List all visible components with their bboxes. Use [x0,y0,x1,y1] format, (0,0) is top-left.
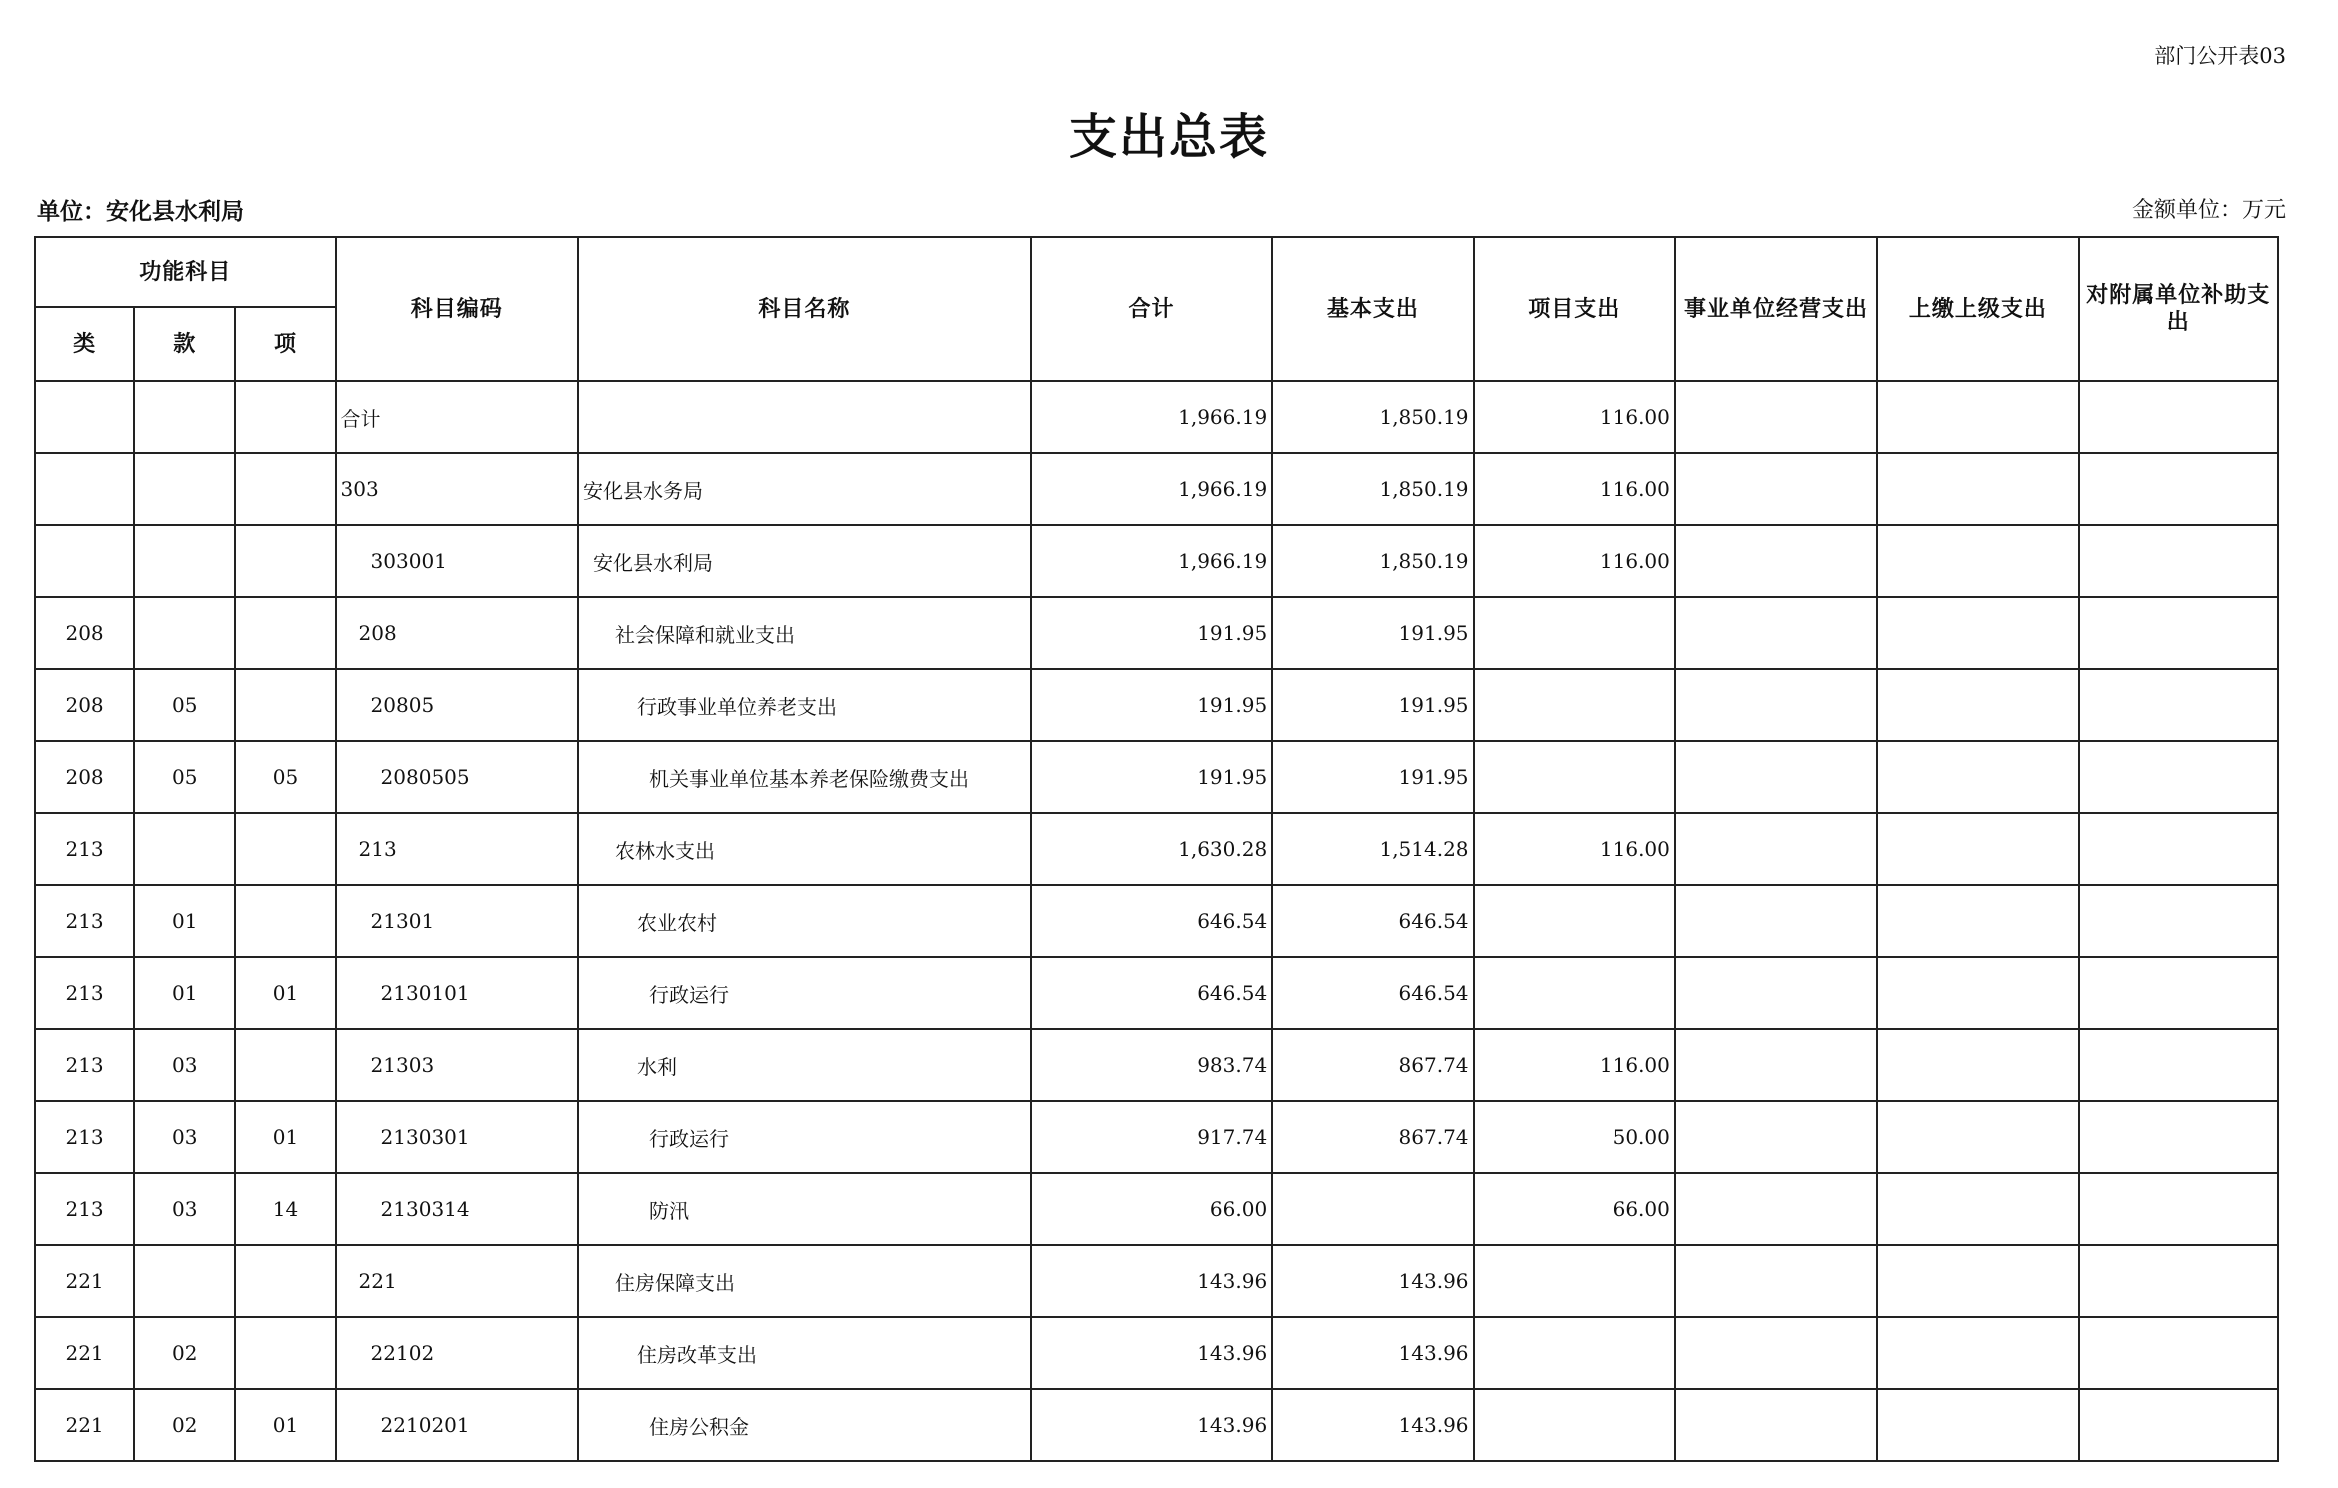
table-row [35,1317,2278,1389]
cell-upper [1877,453,2078,525]
table-row [35,597,2278,669]
table-header [35,237,2278,381]
cell-upper [1877,669,2078,741]
cell-xiang [235,1245,335,1317]
cell-kuan: 02 [134,1389,235,1461]
cell-subsidy [2079,669,2278,741]
table-row [35,1245,2278,1317]
cell-kuan [134,453,235,525]
table-row [35,669,2278,741]
cell-name: 农业农村 [578,885,1031,957]
header-name: 科目名称 [578,237,1031,381]
cell-code: 2210201 [336,1389,578,1461]
cell-xiang [235,1029,335,1101]
cell-business [1675,885,1877,957]
cell-kuan: 03 [134,1101,235,1173]
header-business: 事业单位经营支出 [1675,237,1877,381]
cell-project: 116.00 [1474,1029,1675,1101]
cell-code: 303 [336,453,578,525]
cell-upper [1877,381,2078,453]
cell-total: 191.95 [1031,597,1272,669]
cell-xiang [235,885,335,957]
cell-xiang: 01 [235,957,335,1029]
table-row [35,453,2278,525]
cell-basic: 1,850.19 [1272,381,1473,453]
cell-total: 917.74 [1031,1101,1272,1173]
expenditure-table [34,236,2279,1462]
cell-project: 116.00 [1474,381,1675,453]
cell-kuan: 05 [134,669,235,741]
cell-business [1675,381,1877,453]
unit-label: 单位：安化县水利局 [37,199,244,225]
cell-basic [1272,1173,1473,1245]
cell-upper [1877,957,2078,1029]
cell-project [1474,669,1675,741]
cell-business [1675,1029,1877,1101]
cell-subsidy [2079,813,2278,885]
table-row [35,1173,2278,1245]
table-row [35,381,2278,453]
cell-kuan [134,1245,235,1317]
cell-project [1474,1245,1675,1317]
cell-name: 防汛 [578,1173,1031,1245]
cell-basic: 646.54 [1272,885,1473,957]
cell-business [1675,1245,1877,1317]
cell-code: 2130301 [336,1101,578,1173]
cell-upper [1877,597,2078,669]
cell-xiang: 01 [235,1389,335,1461]
cell-name: 住房公积金 [578,1389,1031,1461]
cell-project: 66.00 [1474,1173,1675,1245]
cell-upper [1877,1317,2078,1389]
cell-total: 1,966.19 [1031,453,1272,525]
cell-lei [35,453,134,525]
cell-project: 50.00 [1474,1101,1675,1173]
cell-basic: 867.74 [1272,1101,1473,1173]
cell-xiang [235,1317,335,1389]
cell-subsidy [2079,597,2278,669]
header-code: 科目编码 [336,237,578,381]
cell-code: 2130314 [336,1173,578,1245]
cell-business [1675,741,1877,813]
cell-business [1675,453,1877,525]
table-row [35,813,2278,885]
table-body [35,381,2278,1461]
cell-basic: 1,850.19 [1272,453,1473,525]
cell-total: 191.95 [1031,669,1272,741]
table-row [35,885,2278,957]
cell-name: 行政事业单位养老支出 [578,669,1031,741]
header-lei: 类 [35,307,134,381]
cell-subsidy [2079,1245,2278,1317]
cell-project [1474,957,1675,1029]
cell-name: 社会保障和就业支出 [578,597,1031,669]
cell-kuan: 05 [134,741,235,813]
cell-project: 116.00 [1474,813,1675,885]
cell-total: 143.96 [1031,1245,1272,1317]
header-total: 合计 [1031,237,1272,381]
cell-total: 983.74 [1031,1029,1272,1101]
cell-business [1675,525,1877,597]
cell-upper [1877,1173,2078,1245]
cell-code: 合计 [336,381,578,453]
cell-subsidy [2079,525,2278,597]
cell-xiang [235,453,335,525]
cell-project [1474,1389,1675,1461]
cell-total: 143.96 [1031,1389,1272,1461]
cell-subsidy [2079,453,2278,525]
cell-xiang [235,381,335,453]
cell-upper [1877,1389,2078,1461]
cell-business [1675,1317,1877,1389]
cell-total: 646.54 [1031,957,1272,1029]
table-row [35,1101,2278,1173]
cell-name: 农林水支出 [578,813,1031,885]
cell-lei: 213 [35,1101,134,1173]
cell-name: 住房保障支出 [578,1245,1031,1317]
cell-kuan [134,813,235,885]
table-row [35,957,2278,1029]
cell-code: 21303 [336,1029,578,1101]
cell-subsidy [2079,1173,2278,1245]
cell-name: 机关事业单位基本养老保险缴费支出 [578,741,1031,813]
cell-upper [1877,1245,2078,1317]
cell-lei: 213 [35,1173,134,1245]
header-subsidy: 对附属单位补助支出 [2079,237,2278,381]
table-row [35,1389,2278,1461]
cell-code: 2080505 [336,741,578,813]
cell-basic: 1,850.19 [1272,525,1473,597]
cell-total: 1,966.19 [1031,381,1272,453]
cell-kuan [134,525,235,597]
cell-upper [1877,741,2078,813]
cell-upper [1877,1029,2078,1101]
cell-subsidy [2079,957,2278,1029]
cell-business [1675,1173,1877,1245]
cell-kuan [134,597,235,669]
cell-upper [1877,813,2078,885]
cell-basic: 143.96 [1272,1245,1473,1317]
cell-xiang: 14 [235,1173,335,1245]
cell-name: 行政运行 [578,957,1031,1029]
cell-lei: 221 [35,1317,134,1389]
cell-basic: 191.95 [1272,669,1473,741]
cell-subsidy [2079,1101,2278,1173]
cell-kuan: 02 [134,1317,235,1389]
cell-lei: 221 [35,1245,134,1317]
cell-business [1675,813,1877,885]
cell-total: 143.96 [1031,1317,1272,1389]
cell-basic: 191.95 [1272,741,1473,813]
cell-project [1474,1317,1675,1389]
cell-code: 2130101 [336,957,578,1029]
cell-kuan: 03 [134,1029,235,1101]
header-kuan: 款 [134,307,235,381]
cell-subsidy [2079,1029,2278,1101]
cell-code: 22102 [336,1317,578,1389]
cell-lei: 208 [35,597,134,669]
amount-unit-label: 金额单位：万元 [2131,198,2286,223]
cell-business [1675,669,1877,741]
cell-name [578,381,1031,453]
cell-basic: 143.96 [1272,1389,1473,1461]
cell-lei: 213 [35,813,134,885]
cell-project [1474,885,1675,957]
cell-total: 191.95 [1031,741,1272,813]
cell-code: 221 [336,1245,578,1317]
header-upper: 上缴上级支出 [1877,237,2078,381]
cell-upper [1877,1101,2078,1173]
cell-lei: 208 [35,741,134,813]
cell-subsidy [2079,1389,2278,1461]
cell-lei [35,525,134,597]
cell-kuan: 03 [134,1173,235,1245]
cell-lei: 213 [35,885,134,957]
cell-code: 208 [336,597,578,669]
cell-name: 水利 [578,1029,1031,1101]
cell-project [1474,741,1675,813]
table-row [35,1029,2278,1101]
header-basic: 基本支出 [1272,237,1473,381]
cell-xiang: 05 [235,741,335,813]
table-row [35,525,2278,597]
cell-project: 116.00 [1474,525,1675,597]
cell-project: 116.00 [1474,453,1675,525]
cell-business [1675,1389,1877,1461]
cell-subsidy [2079,741,2278,813]
cell-code: 20805 [336,669,578,741]
cell-lei [35,381,134,453]
cell-basic: 1,514.28 [1272,813,1473,885]
cell-name: 住房改革支出 [578,1317,1031,1389]
cell-name: 行政运行 [578,1101,1031,1173]
cell-total: 646.54 [1031,885,1272,957]
cell-lei: 208 [35,669,134,741]
cell-xiang [235,669,335,741]
cell-total: 1,966.19 [1031,525,1272,597]
cell-project [1474,597,1675,669]
cell-subsidy [2079,381,2278,453]
cell-basic: 143.96 [1272,1317,1473,1389]
page-title: 支出总表 [1068,109,1269,165]
cell-xiang: 01 [235,1101,335,1173]
cell-basic: 191.95 [1272,597,1473,669]
cell-upper [1877,885,2078,957]
cell-total: 66.00 [1031,1173,1272,1245]
header-func-subject: 功能科目 [35,237,336,307]
table-row [35,741,2278,813]
cell-basic: 646.54 [1272,957,1473,1029]
cell-business [1675,957,1877,1029]
cell-kuan: 01 [134,957,235,1029]
cell-code: 21301 [336,885,578,957]
cell-kuan [134,381,235,453]
cell-code: 303001 [336,525,578,597]
cell-lei: 213 [35,1029,134,1101]
cell-lei: 213 [35,957,134,1029]
header-project: 项目支出 [1474,237,1675,381]
cell-lei: 221 [35,1389,134,1461]
cell-xiang [235,813,335,885]
cell-kuan: 01 [134,885,235,957]
cell-xiang [235,525,335,597]
cell-business [1675,597,1877,669]
cell-total: 1,630.28 [1031,813,1272,885]
form-number: 部门公开表03 [2154,44,2286,68]
cell-xiang [235,597,335,669]
header-xiang: 项 [235,307,335,381]
cell-subsidy [2079,1317,2278,1389]
cell-upper [1877,525,2078,597]
cell-name: 安化县水利局 [578,525,1031,597]
cell-code: 213 [336,813,578,885]
cell-subsidy [2079,885,2278,957]
cell-name: 安化县水务局 [578,453,1031,525]
cell-basic: 867.74 [1272,1029,1473,1101]
cell-business [1675,1101,1877,1173]
